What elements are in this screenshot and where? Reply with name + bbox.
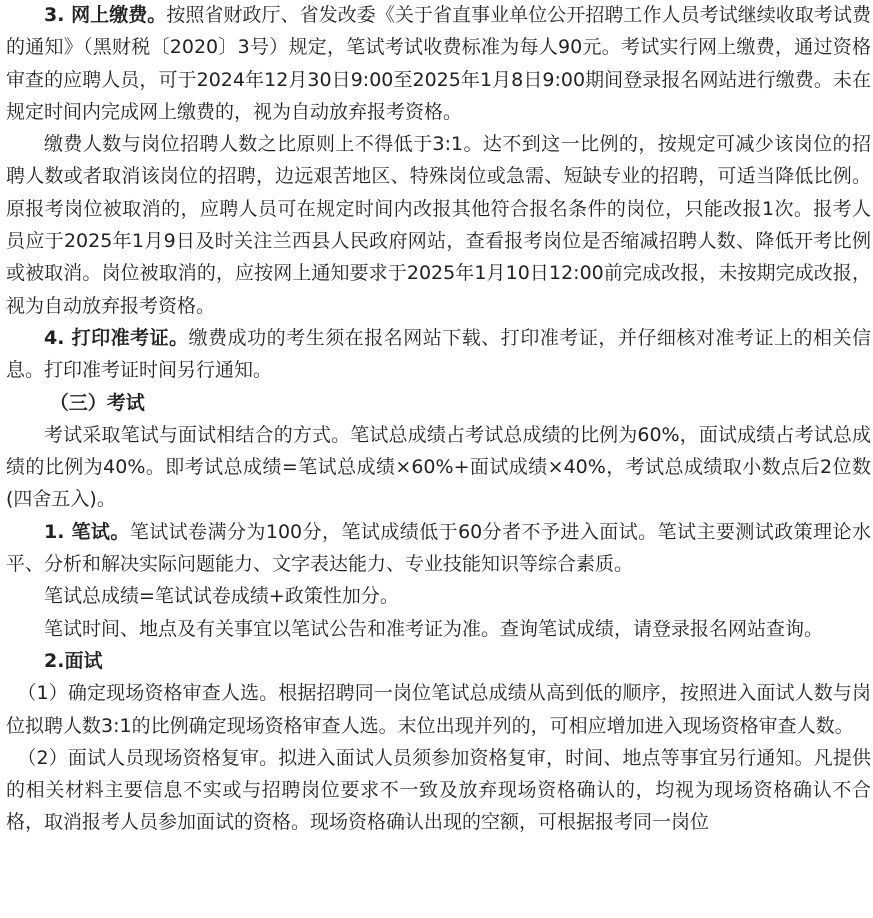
paragraph-written-time — [6, 613, 871, 645]
section-heading-text: （三）考试 — [49, 391, 145, 414]
paragraph-exam-method — [6, 419, 871, 516]
paragraph-label: 1. 笔试。 — [44, 520, 130, 543]
paragraph-text: （2）面试人员现场资格复审。拟进入面试人员须参加资格复审，时间、地点等事宜另行通知。凡提供的相关材料主要信息不实或与招聘岗位要求不一致及放弃现场资格确认的，均视为现场资格确认不合格，取消报考人员参加面试的资格。现场资格确认出现的空额，可根据报考同一岗位 — [6, 746, 871, 834]
paragraph-label: 3. 网上缴费。 — [44, 4, 167, 26]
section-heading-text: 2.面试 — [44, 649, 103, 672]
section-heading-exam — [6, 387, 871, 419]
paragraph-text: 考试采取笔试与面试相结合的方式。笔试总成绩占考试总成绩的比例为60%，面试成绩占考试总成绩的比例为40%。即考试总成绩=笔试总成绩×60%+面试成绩×40%，考试总成绩取小数点后2位数(四舍五入)。 — [6, 423, 871, 511]
paragraph-text: 笔试总成绩=笔试试卷成绩+政策性加分。 — [44, 585, 399, 608]
paragraph-text: （1）确定现场资格审查人选。根据招聘同一岗位笔试总成绩从高到低的顺序，按照进入面试人数与岗位拟聘人数3:1的比例确定现场资格审查人选。末位出现并列的，可相应增加进入现场资格审查人数。 — [6, 682, 871, 737]
paragraph-ratio-rule — [6, 128, 871, 322]
paragraph-text: 缴费成功的考生须在报名网站下载、打印准考证，并仔细核对准考证上的相关信息。打印准考证时间另行通知。 — [6, 326, 871, 382]
paragraph-text: 按照省财政厅、省发改委《关于省直事业单位公开招聘工作人员考试继续收取考试费的通知》（黑财税〔2020〕3号）规定，笔试考试收费标准为每人90元。考试实行网上缴费，通过资格审查的应聘人员，可于2024年12月30日9:00至2025年1月8日9:00期间登录报名网站进行缴费。未在规定时间内完成网上缴费的，视为自动放弃报考资格。 — [6, 4, 871, 123]
paragraph-written-exam — [6, 516, 871, 581]
paragraph-text: 笔试试卷满分为100分，笔试成绩低于60分者不予进入面试。笔试主要测试政策理论水平、分析和解决实际问题能力、文字表达能力、专业技能知识等综合素质。 — [6, 520, 871, 576]
paragraph-label: 4. 打印准考证。 — [44, 326, 189, 349]
paragraph-text: 笔试时间、地点及有关事宜以笔试公告和准考证为准。查询笔试成绩，请登录报名网站查询。 — [44, 617, 824, 640]
paragraph-online-fee — [6, 0, 871, 128]
paragraph-interview-2 — [6, 742, 871, 839]
paragraph-written-total — [6, 580, 871, 612]
section-heading-interview — [6, 645, 871, 677]
paragraph-interview-1 — [6, 677, 871, 742]
paragraph-print-admission — [6, 322, 871, 387]
paragraph-text: 缴费人数与岗位招聘人数之比原则上不得低于3:1。达不到这一比例的，按规定可减少该岗位的招聘人数或者取消该岗位的招聘，边远艰苦地区、特殊岗位或急需、短缺专业的招聘，可适当降低比例。原报考岗位被取消的，应聘人员可在规定时间内改报其他符合报名条件的岗位，只能改报1次。报考人员应于2025年1月9日及时关注兰西县人民政府网站，查看报考岗位是否缩减招聘人数、降低开考比例或被取消。岗位被取消的，应按网上通知要求于2025年1月10日12:00前完成改报，未按期完成改报，视为自动放弃报考资格。 — [6, 133, 871, 317]
